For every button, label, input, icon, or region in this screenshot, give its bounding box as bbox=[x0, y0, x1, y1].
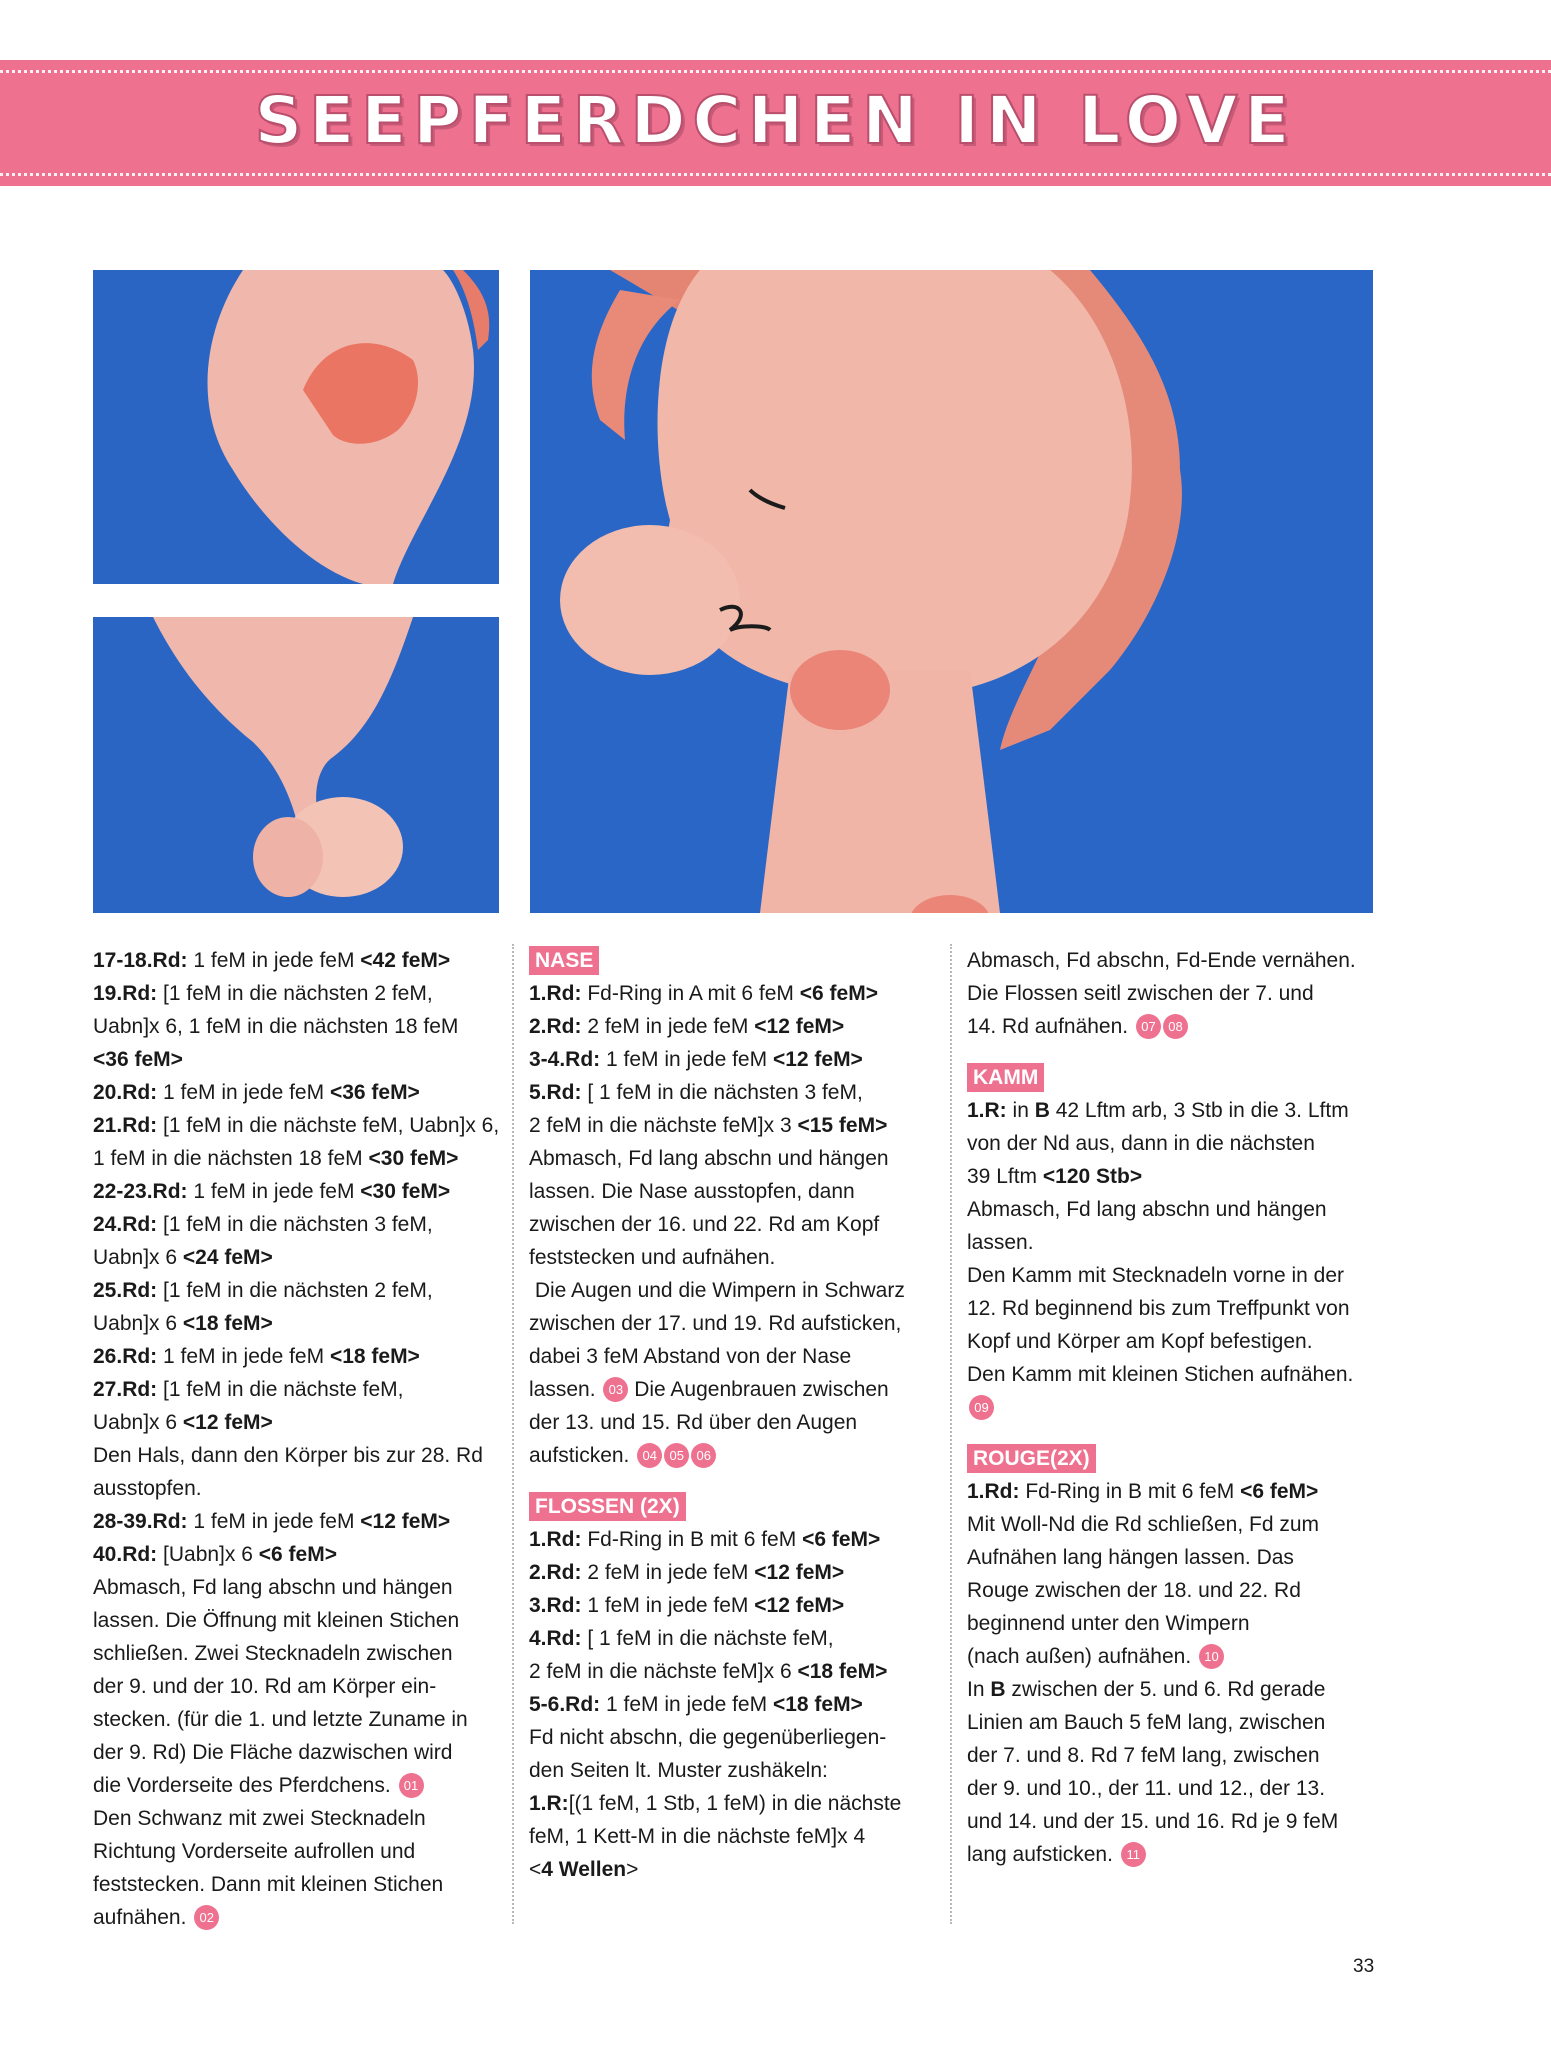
text-line: lassen. Die Öffnung mit kleinen Stichen bbox=[93, 1609, 460, 1632]
text-line: Aufnähen lang hängen lassen. Das bbox=[967, 1546, 1294, 1569]
text-line: Mit Woll-Nd die Rd schließen, Fd zum bbox=[967, 1513, 1320, 1536]
text-line: 2 feM in die nächste feM]x 6 <18 feM> bbox=[529, 1660, 888, 1683]
text-line: 1.Rd: Fd-Ring in B mit 6 feM <6 feM> bbox=[967, 1480, 1319, 1503]
text-line: 2.Rd: 2 feM in jede feM <12 feM> bbox=[529, 1015, 845, 1038]
text-line: Rouge zwischen der 18. und 22. Rd bbox=[967, 1579, 1301, 1602]
text-line: 39 Lftm <120 Stb> bbox=[967, 1165, 1143, 1188]
text-line: 14. Rd aufnähen. 07 08 bbox=[967, 1010, 1387, 1043]
text-line: Den Hals, dann den Körper bis zur 28. Rd bbox=[93, 1444, 483, 1467]
text-line: Kopf und Körper am Kopf befestigen. bbox=[967, 1330, 1313, 1353]
photo-reference-badge: 06 bbox=[691, 1443, 716, 1468]
text-line: zwischen der 17. und 19. Rd aufsticken, bbox=[529, 1312, 902, 1335]
text-line: Uabn]x 6 <12 feM> bbox=[93, 1411, 273, 1434]
text-line: aufsticken. 04 05 06 bbox=[529, 1439, 949, 1472]
text-line: 20.Rd: 1 feM in jede feM <36 feM> bbox=[93, 1081, 420, 1104]
text-line: Uabn]x 6, 1 feM in die nächsten 18 feM bbox=[93, 1015, 459, 1038]
page-number: 33 bbox=[1353, 1956, 1375, 1977]
text-line: die Vorderseite des Pferdchens. 01 bbox=[93, 1769, 503, 1802]
text-line: 28-39.Rd: 1 feM in jede feM <12 feM> bbox=[93, 1510, 451, 1533]
text-line: feM, 1 Kett-M in die nächste feM]x 4 bbox=[529, 1825, 866, 1848]
text-line: 4.Rd: [ 1 feM in die nächste feM, bbox=[529, 1627, 834, 1650]
text-line: Den Kamm mit Stecknadeln vorne in der bbox=[967, 1264, 1345, 1287]
photo-reference-badge: 01 bbox=[399, 1773, 424, 1798]
text-line: 2.Rd: 2 feM in jede feM <12 feM> bbox=[529, 1561, 845, 1584]
text-line: Uabn]x 6 <18 feM> bbox=[93, 1312, 273, 1335]
photo-reference-badge: 02 bbox=[194, 1905, 219, 1930]
text-line: Richtung Vorderseite aufrollen und bbox=[93, 1840, 416, 1863]
text-line: 12. Rd beginnend bis zum Treffpunkt von bbox=[967, 1297, 1350, 1320]
text-line: schließen. Zwei Stecknadeln zwischen bbox=[93, 1642, 453, 1665]
photo-reference-badge: 07 bbox=[1136, 1014, 1161, 1039]
text-line: lassen. 03 Die Augenbrauen zwischen bbox=[529, 1378, 889, 1401]
section-heading-flossen: FLOSSEN (2X) bbox=[529, 1492, 686, 1521]
text-line: 25.Rd: [1 feM in die nächsten 2 feM, bbox=[93, 1279, 433, 1302]
photo-reference-badge: 08 bbox=[1163, 1014, 1188, 1039]
text-line: 27.Rd: [1 feM in die nächste feM, bbox=[93, 1378, 404, 1401]
text-line: Die Augen und die Wimpern in Schwarz bbox=[529, 1279, 905, 1302]
text-line: <36 feM> bbox=[93, 1048, 183, 1071]
text-line: ausstopfen. bbox=[93, 1477, 202, 1500]
section-heading-rouge: ROUGE(2X) bbox=[967, 1444, 1096, 1473]
text-line: 24.Rd: [1 feM in die nächsten 3 feM, bbox=[93, 1213, 433, 1236]
text-line: 3-4.Rd: 1 feM in jede feM <12 feM> bbox=[529, 1048, 863, 1071]
text-line: der 7. und 8. Rd 7 feM lang, zwischen bbox=[967, 1744, 1320, 1767]
photo-reference-badge: 03 bbox=[603, 1377, 628, 1402]
text-line: 1.Rd: Fd-Ring in A mit 6 feM <6 feM> bbox=[529, 982, 878, 1005]
text-line: 5-6.Rd: 1 feM in jede feM <18 feM> bbox=[529, 1693, 863, 1716]
text-line: aufnähen. 02 bbox=[93, 1901, 503, 1934]
text-line: 40.Rd: [Uabn]x 6 <6 feM> bbox=[93, 1543, 337, 1566]
text-line: lang aufsticken. 11 bbox=[967, 1838, 1387, 1871]
text-line: 22-23.Rd: 1 feM in jede feM <30 feM> bbox=[93, 1180, 451, 1203]
title-banner bbox=[0, 60, 1551, 186]
text-line: der 9. und 10., der 11. und 12., der 13. bbox=[967, 1777, 1326, 1800]
text-line: 17-18.Rd: 1 feM in jede feM <42 feM> bbox=[93, 949, 451, 972]
seahorse-head-photo bbox=[530, 270, 1373, 913]
text-line: 1.Rd: Fd-Ring in B mit 6 feM <6 feM> bbox=[529, 1528, 881, 1551]
text-line: Abmasch, Fd abschn, Fd-Ende vernähen. bbox=[967, 949, 1356, 972]
text-line: <4 Wellen> bbox=[529, 1858, 639, 1881]
text-line: feststecken. Dann mit kleinen Stichen bbox=[93, 1873, 444, 1896]
section-heading-kamm: KAMM bbox=[967, 1063, 1044, 1092]
text-line: Uabn]x 6 <24 feM> bbox=[93, 1246, 273, 1269]
text-line: Abmasch, Fd lang abschn und hängen bbox=[967, 1198, 1327, 1221]
text-line: 2 feM in die nächste feM]x 3 <15 feM> bbox=[529, 1114, 888, 1137]
text-line: 21.Rd: [1 feM in die nächste feM, Uabn]x 6, bbox=[93, 1114, 500, 1137]
instructions-column-3 bbox=[967, 944, 1387, 1871]
seahorse-body-photo bbox=[93, 270, 499, 584]
text-line: dabei 3 feM Abstand von der Nase bbox=[529, 1345, 852, 1368]
text-line: den Seiten lt. Muster zushäkeln: bbox=[529, 1759, 828, 1782]
photo-reference-badge: 09 bbox=[969, 1395, 994, 1420]
text-line: 19.Rd: [1 feM in die nächsten 2 feM, bbox=[93, 982, 433, 1005]
banner-dotted-line bbox=[0, 173, 1551, 176]
column-divider bbox=[950, 944, 952, 1924]
text-line: beginnend unter den Wimpern bbox=[967, 1612, 1250, 1635]
text-line: 26.Rd: 1 feM in jede feM <18 feM> bbox=[93, 1345, 420, 1368]
text-line: der 9. und der 10. Rd am Körper ein- bbox=[93, 1675, 437, 1698]
text-line: stecken. (für die 1. und letzte Zuname in bbox=[93, 1708, 468, 1731]
photo-reference-badge: 11 bbox=[1121, 1842, 1146, 1867]
text-line: In B zwischen der 5. und 6. Rd gerade bbox=[967, 1678, 1326, 1701]
page-title: SEEPFERDCHEN IN LOVE bbox=[254, 82, 1297, 159]
text-line: 1 feM in die nächsten 18 feM <30 feM> bbox=[93, 1147, 459, 1170]
photo-reference-badge: 04 bbox=[637, 1443, 662, 1468]
text-line: lassen. Die Nase ausstopfen, dann bbox=[529, 1180, 855, 1203]
text-line: feststecken und aufnähen. bbox=[529, 1246, 776, 1269]
text-line: der 13. und 15. Rd über den Augen bbox=[529, 1411, 858, 1434]
instructions-column-1 bbox=[93, 944, 503, 1934]
text-line: und 14. und der 15. und 16. Rd je 9 feM bbox=[967, 1810, 1339, 1833]
text-line: lassen. bbox=[967, 1231, 1034, 1254]
text-line: 5.Rd: [ 1 feM in die nächsten 3 feM, bbox=[529, 1081, 863, 1104]
instructions-column-2 bbox=[529, 944, 949, 1886]
text-line: Linien am Bauch 5 feM lang, zwischen bbox=[967, 1711, 1326, 1734]
text-line: Den Schwanz mit zwei Stecknadeln bbox=[93, 1807, 426, 1830]
text-line: Abmasch, Fd lang abschn und hängen bbox=[93, 1576, 453, 1599]
photo-reference-badge: 05 bbox=[664, 1443, 689, 1468]
banner-dotted-line bbox=[0, 70, 1551, 73]
text-line: Fd nicht abschn, die gegenüberliegen- bbox=[529, 1726, 887, 1749]
text-line: (nach außen) aufnähen. 10 bbox=[967, 1640, 1387, 1673]
text-line: 3.Rd: 1 feM in jede feM <12 feM> bbox=[529, 1594, 845, 1617]
text-line: von der Nd aus, dann in die nächsten bbox=[967, 1132, 1315, 1155]
text-line: 1.R: in B 42 Lftm arb, 3 Stb in die 3. Lftm bbox=[967, 1099, 1349, 1122]
column-divider bbox=[512, 944, 514, 1924]
text-line: Die Flossen seitl zwischen der 7. und bbox=[967, 982, 1314, 1005]
seahorse-tail-photo bbox=[93, 617, 499, 913]
section-heading-nase: NASE bbox=[529, 946, 599, 975]
text-line: 1.R:[(1 feM, 1 Stb, 1 feM) in die nächste bbox=[529, 1792, 902, 1815]
text-line: zwischen der 16. und 22. Rd am Kopf bbox=[529, 1213, 880, 1236]
text-line: Den Kamm mit kleinen Stichen aufnähen. bbox=[967, 1363, 1354, 1386]
text-line: der 9. Rd) Die Fläche dazwischen wird bbox=[93, 1741, 453, 1764]
text-line bbox=[967, 1391, 1387, 1424]
text-line: Abmasch, Fd lang abschn und hängen bbox=[529, 1147, 889, 1170]
photo-reference-badge: 10 bbox=[1199, 1644, 1224, 1669]
